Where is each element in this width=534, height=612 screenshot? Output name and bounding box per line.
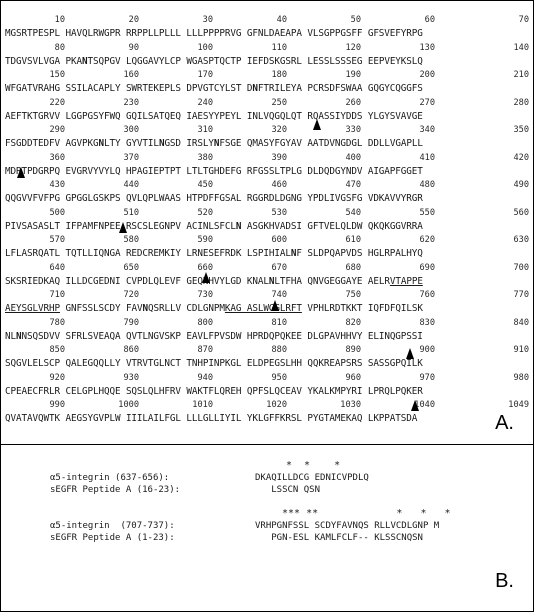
sequence-text: TDGVSVLVGA PKA (5, 55, 82, 67)
position-number: 180 (271, 70, 287, 80)
position-number: 10 (54, 15, 65, 25)
sequence-text: NSQSDVV SFRLSVEAQA QVTLNGVSKP EAVLFPVSDW HPRDQPQKEE DLGPAVHHVY ELINQGPSSI (21, 330, 423, 342)
sequence-block (5, 69, 531, 97)
position-number: 880 (271, 345, 287, 355)
sequence-text: SKSRIEDKAQ ILLDCGEDNI CVPDLQLEVF GEQNHVYLGD KNAL (5, 275, 269, 287)
position-number: 960 (345, 372, 361, 383)
position-number: 580 (123, 235, 139, 245)
position-number: 1030 (340, 400, 361, 410)
position-number: 710 (49, 290, 65, 300)
position-number: 920 (49, 372, 65, 383)
sequence-text: MGSRTPESPL HAVQLRWGPR RRPPLLPLLL LLLPPPPRVG GFNLDAEAPA VLSGPPGSFF GFSVEFYRPG (5, 28, 423, 39)
sequence-line (5, 164, 531, 180)
position-number: 520 (197, 207, 213, 218)
position-number: 160 (123, 70, 139, 80)
alignment-sequence: LSSCN QSN (255, 485, 321, 495)
sequence-block (5, 289, 531, 317)
alignment-name: α5-integrin (637-656): (50, 473, 170, 483)
position-number: 570 (49, 235, 65, 245)
sequence-text: GNFSSLSCDY FAV (59, 303, 143, 314)
sequence-panel (5, 14, 531, 427)
position-number: 200 (419, 70, 435, 80)
position-number: 820 (345, 317, 361, 328)
position-number: 840 (513, 317, 529, 328)
sequence-block (5, 344, 531, 372)
position-number: 230 (123, 97, 139, 108)
position-number: 80 (54, 42, 65, 53)
panel-a-label: A. (495, 412, 514, 434)
position-number: 850 (49, 345, 65, 355)
position-number: 1020 (266, 400, 287, 410)
sequence-text: LTY GYVTIL (103, 138, 159, 149)
sequence-line (5, 219, 531, 235)
sequence-text: PIVSASASLT IFPAMFNPEE RSCSLEGNPV ACINLSFCL (5, 220, 236, 232)
position-number: 690 (419, 262, 435, 273)
position-number: 770 (513, 290, 529, 300)
position-number: 70 (518, 15, 529, 25)
position-number: 470 (345, 180, 361, 190)
glycosylation-site: N (252, 83, 258, 94)
position-numbers (5, 317, 531, 329)
sequence-block (5, 124, 531, 152)
glycosylation-site: N (213, 138, 220, 149)
position-number: 830 (419, 317, 435, 328)
sequence-block (5, 372, 531, 400)
sequence-text: AEFTKTGRVV LGGPGSYFWQ GQILSATQEQ IAESYYPEYL INLVQGQLQT RQASSIYDDS YLGYSVAVGE (5, 110, 423, 122)
position-number: 340 (419, 125, 435, 135)
sequence-text: QSRLLV CDLGNPM (147, 303, 225, 314)
sequence-text: F SLDPQAPVDS HGLRPALHYQ (296, 248, 423, 259)
position-number: 610 (345, 235, 361, 245)
position-numbers (5, 42, 531, 54)
sequence-block (5, 152, 531, 180)
glycosylation-site: N (268, 275, 275, 287)
position-number: 910 (513, 345, 529, 355)
sequence-text: GSD IRSLY (164, 138, 214, 149)
position-number: 800 (197, 317, 213, 328)
position-number: 630 (513, 235, 529, 245)
position-numbers (5, 399, 531, 411)
position-numbers (5, 14, 531, 26)
alignment-sequence: DKAQILLDCG EDNICVPDLQ (255, 473, 369, 483)
position-numbers (5, 124, 531, 136)
sequence-block (5, 14, 531, 42)
position-number: 270 (419, 97, 435, 108)
position-number: 550 (419, 207, 435, 218)
position-number: 1040 (414, 400, 435, 410)
arrowhead-marker (202, 272, 210, 283)
arrowhead-marker (119, 222, 127, 233)
sequence-text: WFGATVRAHG SSILACAPLY SWRTEKEPLS DPVGTCYLST D (5, 83, 253, 94)
underlined-region: AEYSGLVRHP (5, 303, 60, 314)
position-number: 660 (197, 262, 213, 273)
position-number: 60 (424, 15, 435, 25)
alignment-sequence: VRHPGNFSSL SCDYFAVNQS RLLVCDLGNP M (255, 521, 440, 531)
position-number: 310 (197, 125, 213, 135)
position-number: 1049 (508, 400, 529, 410)
position-number: 680 (345, 262, 361, 273)
sequence-text: CPEAECFRLR CELGPLHQQE SQSLQLHFRV WAKTFLQREH QPFSLQCEAV YKALKMPYRI LPRQLPQKER (5, 385, 423, 397)
position-number: 670 (271, 262, 287, 273)
position-number: 140 (513, 42, 529, 53)
alignment-name: sEGFR Peptide A (16-23): (50, 485, 181, 495)
position-number: 980 (513, 372, 529, 383)
glycosylation-site: N (235, 220, 242, 232)
position-number: 750 (345, 290, 361, 300)
position-number: 280 (513, 97, 529, 108)
position-number: 780 (49, 317, 65, 328)
alignment-sequence: PGN-ESL KAMLFCLF-- KLSSCNQSN (255, 533, 423, 543)
sequence-block (5, 262, 531, 290)
position-number: 900 (419, 345, 435, 355)
glycosylation-site: N (142, 303, 148, 314)
position-number: 940 (197, 372, 213, 383)
position-number: 170 (197, 70, 213, 80)
panel-b-label: B. (495, 570, 514, 592)
position-number: 950 (271, 372, 287, 383)
underlined-region: VTAPPE (389, 275, 423, 287)
position-number: 730 (197, 290, 213, 300)
panel-divider (0, 444, 534, 445)
position-number: 150 (49, 70, 65, 80)
sequence-text: LTFHA QNVGEGGAYE AELR (274, 275, 390, 287)
position-numbers (5, 234, 531, 246)
position-number: 40 (276, 15, 287, 25)
position-number: 460 (271, 180, 287, 190)
sequence-block (5, 234, 531, 262)
position-number: 620 (419, 235, 435, 245)
position-number: 930 (123, 372, 139, 383)
position-numbers (5, 69, 531, 81)
position-number: 20 (128, 15, 139, 25)
sequence-block (5, 179, 531, 207)
sequence-line (5, 136, 531, 152)
glycosylation-site: N (290, 248, 297, 259)
position-number: 640 (49, 262, 65, 273)
sequence-line (5, 81, 531, 97)
position-number: 590 (197, 235, 213, 245)
position-number: 130 (419, 42, 435, 53)
position-number: 380 (197, 152, 213, 163)
sequence-line (5, 384, 531, 400)
arrowhead-marker (271, 300, 279, 311)
position-number: 370 (123, 152, 139, 163)
glycosylation-site: N (98, 138, 104, 149)
position-number: 440 (123, 180, 139, 190)
position-number: 530 (271, 207, 287, 218)
sequence-text: TSQPGV LQGGAVYLCP WGASPTQCTP IEFDSKGSRL LESSLSSSEG EEPVEYKSLQ (87, 55, 423, 67)
sequence-text: NL (5, 330, 16, 342)
alignment-name: α5-integrin (707-737): (50, 521, 175, 531)
alignment-row (50, 484, 320, 496)
alignment-row (50, 532, 423, 544)
position-number: 650 (123, 262, 139, 273)
sequence-text: VPHLRDTKKT IQFDFQILSK (301, 303, 423, 314)
position-number: 260 (345, 97, 361, 108)
position-number: 100 (197, 42, 213, 53)
sequence-line (5, 301, 531, 317)
position-number: 560 (513, 207, 529, 218)
position-number: 90 (128, 42, 139, 53)
sequence-text: QQGVVFVFPG GPGGLGSKPS QVLQPLWAAS HTPDFFGSAL RGGRDLDGNG YPDLIVGSFG VDKAVVYRGR (5, 193, 423, 204)
sequence-text: MDRTPDGRPQ EVGRVYVYLQ HPAGIEPTPT LTLTGHDEFG RFGSSLTPLG DLDQDGYNDV AIGAPFGGET (5, 165, 423, 177)
position-number: 240 (197, 97, 213, 108)
position-number: 410 (419, 152, 435, 163)
position-numbers (5, 262, 531, 274)
position-number: 720 (123, 290, 139, 300)
position-number: 890 (345, 345, 361, 355)
sequence-line (5, 54, 531, 70)
position-number: 870 (197, 345, 213, 355)
position-numbers (5, 344, 531, 356)
alignment-name: sEGFR Peptide A (1-23): (50, 533, 175, 543)
position-number: 1010 (192, 400, 213, 410)
position-numbers (5, 152, 531, 164)
sequence-block (5, 317, 531, 345)
position-number: 700 (513, 262, 529, 273)
arrowhead-marker (411, 400, 419, 411)
position-number: 110 (271, 42, 287, 53)
arrowhead-marker (406, 348, 414, 359)
sequence-line (5, 411, 531, 427)
position-number: 30 (202, 15, 213, 25)
sequence-line (5, 356, 531, 372)
alignment-row (50, 472, 369, 484)
conservation-stars: * * * (286, 460, 341, 471)
glycosylation-site: N (158, 138, 165, 149)
position-number: 500 (49, 207, 65, 218)
sequence-line (5, 246, 531, 262)
sequence-line (5, 329, 531, 345)
position-number: 1000 (118, 400, 139, 410)
glycosylation-site: N (16, 330, 22, 342)
position-number: 990 (49, 400, 65, 410)
position-number: 400 (345, 152, 361, 163)
position-number: 490 (513, 180, 529, 190)
position-number: 390 (271, 152, 287, 163)
position-number: 290 (49, 125, 65, 135)
sequence-text: SQGVLELSCP QALEGQQLLY VTRVTGLNCT TNHPINPKGL ELDPEGSLHH QQKREAPSRS SASSGPQILK (5, 358, 423, 369)
sequence-text: LFLASRQATL TQTLLIQNGA REDCREMKIY LRNESEFRDK LSPIHIAL (5, 248, 291, 259)
position-number: 50 (350, 15, 361, 25)
sequence-line (5, 274, 531, 290)
position-number: 250 (271, 97, 287, 108)
position-number: 760 (419, 290, 435, 300)
sequence-block (5, 399, 531, 427)
position-number: 420 (513, 152, 529, 163)
sequence-text: FSGDDTEDFV AGVPKG (5, 138, 99, 149)
position-number: 300 (123, 125, 139, 135)
position-number: 480 (419, 180, 435, 190)
arrowhead-marker (17, 167, 25, 178)
sequence-line (5, 26, 531, 42)
position-numbers (5, 289, 531, 301)
sequence-line (5, 191, 531, 207)
sequence-text: FSGE QMASYFGYAV AATDVNGDGL DDLLVGAPLL (219, 138, 423, 149)
sequence-text: ASGKHVADSI GFTVELQLDW QKQKGGVRRA (241, 220, 423, 232)
position-number: 740 (271, 290, 287, 300)
arrowhead-marker (313, 119, 321, 130)
position-number: 510 (123, 207, 139, 218)
position-number: 970 (419, 372, 435, 383)
sequence-text: QVATAVQWTK AEGSYGVPLW IIILAILFGL LLLGLLIYIL YKLGFFKRSL PYGTAMEKAQ LKPPATSDA (5, 413, 418, 424)
position-number: 810 (271, 317, 287, 328)
sequence-line (5, 109, 531, 125)
position-number: 330 (345, 125, 361, 135)
position-numbers (5, 179, 531, 191)
position-number: 360 (49, 152, 65, 163)
sequence-block (5, 97, 531, 125)
position-number: 860 (123, 345, 139, 355)
position-number: 220 (49, 97, 65, 108)
position-number: 430 (49, 180, 65, 190)
sequence-block (5, 42, 531, 70)
sequence-block (5, 207, 531, 235)
position-number: 350 (513, 125, 529, 135)
position-number: 450 (197, 180, 213, 190)
position-number: 120 (345, 42, 361, 53)
sequence-text: FTRILEYA PCRSDFSWAA GQGYCQGGFS (257, 83, 423, 94)
underlined-region: KAG ASLWGGLRFT (224, 303, 302, 314)
conservation-stars: *** ** * * * (282, 508, 451, 519)
position-numbers (5, 97, 531, 109)
glycosylation-site: N (81, 55, 88, 67)
position-numbers (5, 372, 531, 384)
position-number: 320 (271, 125, 287, 135)
position-number: 540 (345, 207, 361, 218)
position-number: 600 (271, 235, 287, 245)
position-number: 210 (513, 70, 529, 80)
position-numbers (5, 207, 531, 219)
position-number: 190 (345, 70, 361, 80)
position-number: 790 (123, 317, 139, 328)
alignment-row (50, 520, 439, 532)
